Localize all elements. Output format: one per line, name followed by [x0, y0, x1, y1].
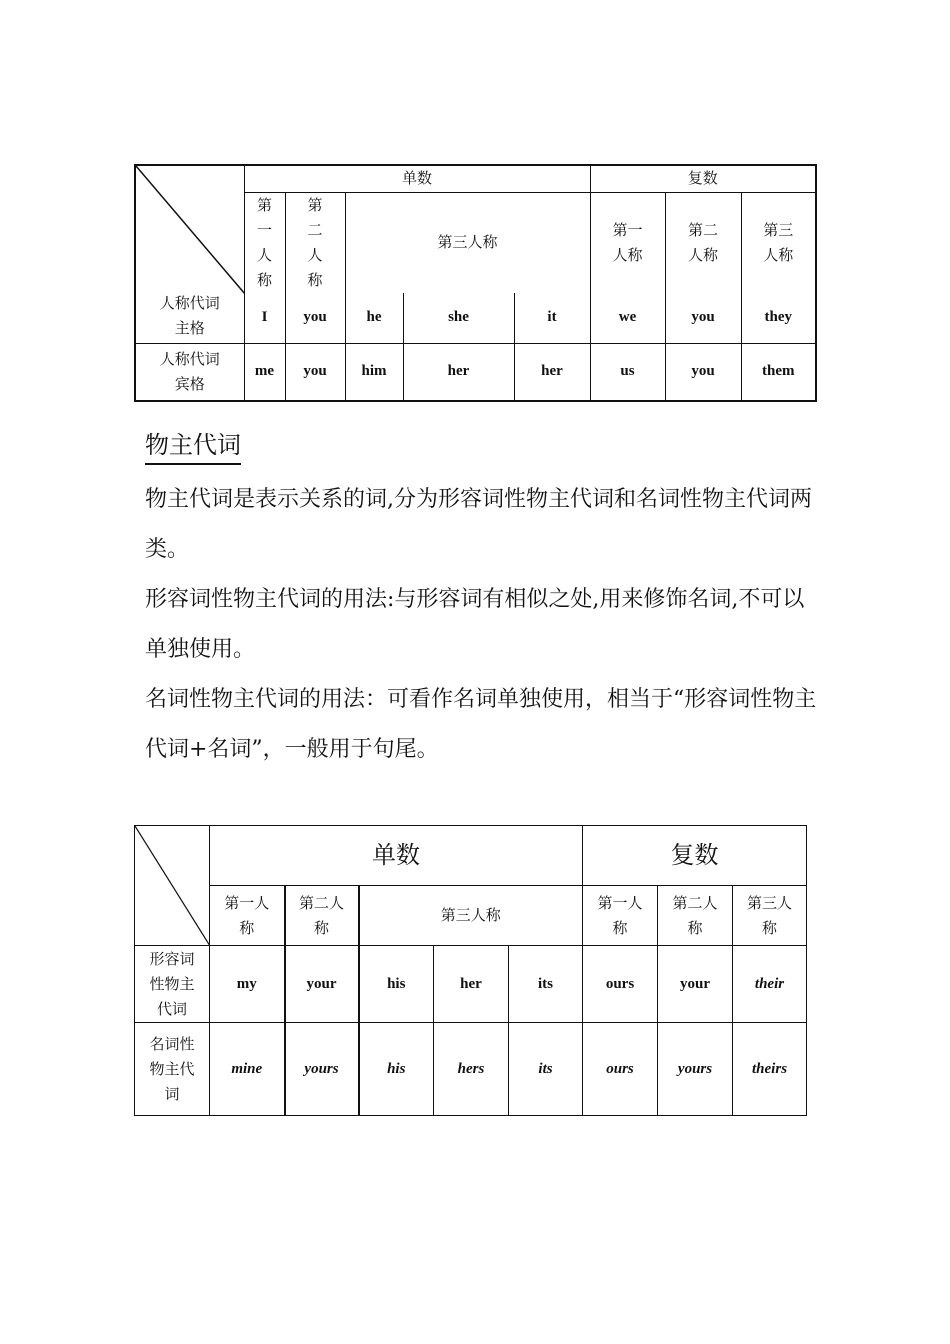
pronoun-cell: your — [285, 946, 359, 1023]
pronoun-cell: mine — [210, 1023, 285, 1116]
header-pl-first-person: 第一人 称 — [583, 886, 658, 946]
pronoun-cell: you — [665, 344, 741, 401]
pronoun-cell: it — [514, 293, 590, 344]
diagonal-line — [135, 826, 210, 946]
pronoun-cell: he — [345, 293, 403, 344]
header-pl-third-person: 第三 人称 — [741, 192, 816, 293]
header-pl-third-person: 第三人 称 — [733, 886, 807, 946]
header-plural: 复数 — [590, 165, 816, 192]
diagonal-corner-cell — [135, 826, 210, 946]
pronoun-cell: yours — [658, 1023, 733, 1116]
pronoun-cell: she — [403, 293, 514, 344]
row-header-noun: 名词性 物主代 词 — [135, 1023, 210, 1116]
possessive-pronoun-table — [134, 825, 807, 1116]
pronoun-cell: I — [244, 293, 285, 344]
pronoun-cell: me — [244, 344, 285, 401]
header-sg-third-person: 第三人称 — [345, 192, 590, 293]
pronoun-cell: we — [590, 293, 665, 344]
header-pl-first-person: 第一 人称 — [590, 192, 665, 293]
table-row-adjective — [135, 946, 807, 1023]
pronoun-cell: its — [509, 946, 583, 1023]
row-header-nominative: 人称代词 主格 — [159, 294, 220, 337]
pronoun-cell: his — [359, 946, 434, 1023]
header-sg-second-person: 第二人 称 — [285, 886, 359, 946]
pronoun-cell: his — [359, 1023, 434, 1116]
pronoun-cell: yours — [285, 1023, 359, 1116]
pronoun-cell: her — [434, 946, 509, 1023]
diagonal-corner-cell — [135, 165, 244, 344]
pronoun-cell: theirs — [733, 1023, 807, 1116]
paragraph-adjective-usage: 形容词性物主代词的用法:与形容词有相似之处,用来修饰名词,不可以单独使用。 — [145, 587, 805, 662]
pronoun-cell: us — [590, 344, 665, 401]
header-sg-third-person: 第三人称 — [359, 886, 583, 946]
pronoun-cell: them — [741, 344, 816, 401]
header-sg-first-person: 第一人 称 — [210, 886, 285, 946]
paragraph-definition: 物主代词是表示关系的词,分为形容词性物主代词和名词性物主代词两类。 — [145, 487, 812, 562]
row-header-adjective: 形容词 性物主 代词 — [135, 946, 210, 1023]
pronoun-cell: my — [210, 946, 285, 1023]
section-heading: 物主代词 — [145, 428, 241, 465]
pronoun-cell: ours — [583, 1023, 658, 1116]
pronoun-cell: your — [658, 946, 733, 1023]
header-sg-first-person: 第 一 人 称 — [244, 192, 285, 293]
row-header-objective: 人称代词 宾格 — [135, 344, 244, 401]
header-plural: 复数 — [583, 826, 807, 886]
pronoun-cell: her — [514, 344, 590, 401]
pronoun-cell: her — [403, 344, 514, 401]
pronoun-cell: its — [509, 1023, 583, 1116]
pronoun-cell: you — [285, 293, 345, 344]
personal-pronoun-table — [134, 164, 817, 402]
table-row-objective — [135, 344, 816, 401]
pronoun-cell: their — [733, 946, 807, 1023]
pronoun-cell: they — [741, 293, 816, 344]
pronoun-cell: you — [285, 344, 345, 401]
header-singular: 单数 — [244, 165, 590, 192]
pronoun-cell: you — [665, 293, 741, 344]
pronoun-cell: ours — [583, 946, 658, 1023]
paragraph-noun-usage: 名词性物主代词的用法：可看作名词单独使用，相当于“形容词性物主代词+名词”，一般用于句尾。 — [145, 687, 817, 762]
header-pl-second-person: 第二人 称 — [658, 886, 733, 946]
header-pl-second-person: 第二 人称 — [665, 192, 741, 293]
header-singular: 单数 — [210, 826, 583, 886]
pronoun-cell: him — [345, 344, 403, 401]
header-sg-second-person: 第 二 人 称 — [285, 192, 345, 293]
pronoun-cell: hers — [434, 1023, 509, 1116]
table-row-noun — [135, 1023, 807, 1116]
